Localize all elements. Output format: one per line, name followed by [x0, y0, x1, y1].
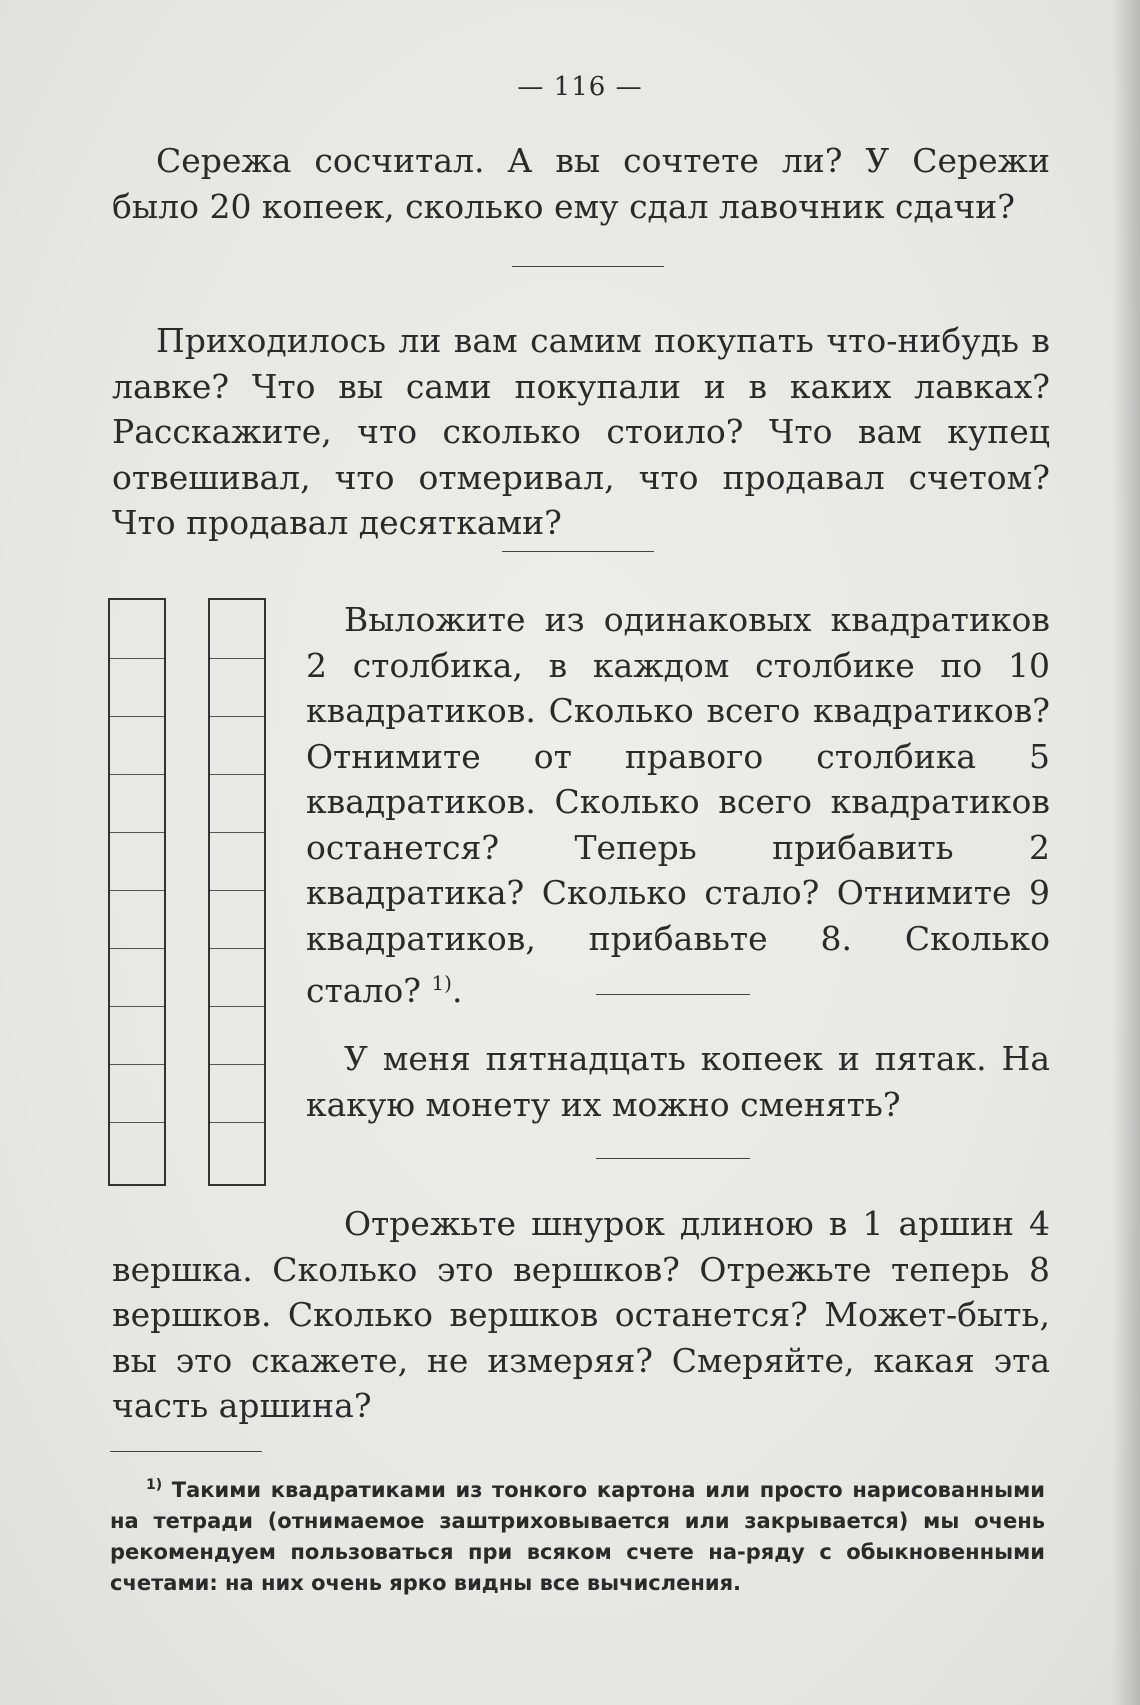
cell-line [210, 890, 264, 891]
footnote-marker: 1) [146, 1477, 163, 1493]
paragraph-1: Сережа сосчитал. А вы сочтете ли? У Сережи было 20 копеек, сколько ему сдал лавочник сдачи? [112, 141, 1050, 226]
cell-line [210, 716, 264, 717]
square-column-right [208, 598, 266, 1186]
cell-line [210, 948, 264, 949]
cell-line [210, 1064, 264, 1065]
separator-4 [596, 1158, 750, 1159]
cell-line [110, 1064, 164, 1065]
cell-line [210, 832, 264, 833]
cell-line [210, 1006, 264, 1007]
footnote-reference-period: . [451, 971, 463, 1010]
cell-line [210, 774, 264, 775]
cell-line [110, 716, 164, 717]
cell-line [210, 1122, 264, 1123]
cell-line [110, 1006, 164, 1007]
cell-line [110, 774, 164, 775]
cell-line [110, 890, 164, 891]
paragraph-3 [306, 597, 1050, 1014]
footnote-text: Такими квадратиками из тонкого картона или просто нарисованными на тетради (отнимаемое заштриховывается или закрывается) мы очень рекомендуем пользоваться при всяком счете на-ряду с обыкновенными счетами: на них очень ярко видны все вычисления. [110, 1478, 1046, 1595]
separator-1 [512, 266, 664, 267]
page-number: — 116 — [517, 72, 643, 102]
footnote-reference[interactable]: 1) [431, 971, 452, 995]
cell-line [110, 1122, 164, 1123]
cell-line [210, 658, 264, 659]
footnote [110, 1470, 1045, 1599]
paragraph-3-text: Выложите из одинаковых квадратиков 2 столбика, в каждом столбике по 10 квадратиков. Сколько всего квадратиков? Отнимите от правого столбика 5 квадратиков. Сколько всего квадратиков останется? Теперь прибавить 2 квадратика? Сколько стало? Отнимите 9 квадратиков, прибавьте 8. Сколько стало? [306, 600, 1050, 1010]
separator-3 [596, 994, 750, 995]
separator-2 [502, 551, 654, 552]
cell-line [110, 948, 164, 949]
cell-line [110, 658, 164, 659]
footnote-separator [110, 1451, 262, 1452]
paragraph-2: Приходилось ли вам самим покупать что-нибудь в лавке? Что вы сами покупали и в каких лавках? Расскажите, что сколько стоило? Что вам купец отвешивал, что отмеривал, что продавал счетом? Что продавал десятками? [112, 321, 1050, 542]
paragraph-4: У меня пятнадцать копеек и пятак. На какую монету их можно сменять? [306, 1039, 1050, 1124]
square-column-left [108, 598, 166, 1186]
paragraph-5: Отрежьте шнурок длиною в 1 аршин 4 вершка. Сколько это вершков? Отрежьте теперь 8 вершков. Сколько вершков останется? Может-быть, вы это скажете, не измеряя? Смеряйте, какая эта часть аршина? [112, 1204, 1050, 1425]
cell-line [110, 832, 164, 833]
page-edge-shadow [1112, 0, 1140, 1705]
